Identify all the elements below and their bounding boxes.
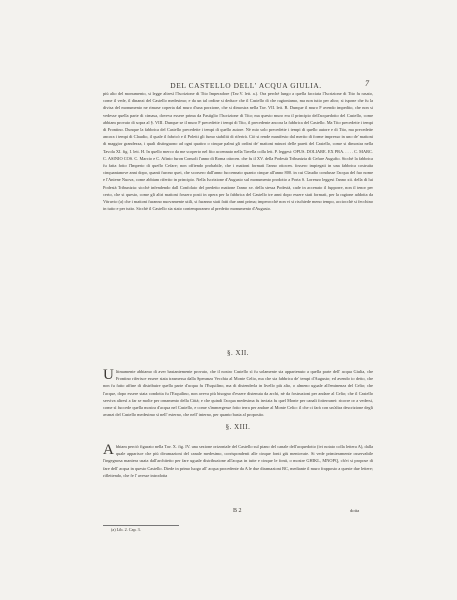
page-number: 7: [365, 79, 369, 88]
paragraph-2-text: ltimamente abbiamo di aver bastantemente provato, che il nostro Castello sì fu solamente sia appartenuto a quella parte dell' acqua Giulia, che Frontino riferisce essere stata trasmessa dalla Speranza Vecchia al Monte Celio, ma che sia fabbrica de' tempi d'Augusto; ed avendo io detto, che non fu fatto affine di distribuire quella parte d'acqua fu l'Esquilino, ma di distenderla in livello più alto, o almeno uguale all'eminenza del Celio; che l'acque, dopo essere stata condotta fu l'Esquilino, non aveva più bisogno d'essere distenuta da archi, nè da fostruzioni per andare al Celio; che il Castello serviva altresì a far se molte per ornamento della Città; e che quindi l'acqua medesima fu inviata fu quel Monte per canali fotterranei: ricorre or a vedersi, come sì fuccede quella mostra d'acqua nel Castello, e come s'immergesse fotto terra per andare al Monte Celio: il che ci farà con un'altra descrizione degli avanzi del Castello medesimo sì nell' esterno, che nell' interno, per quanto basta al proposito.: [103, 369, 373, 418]
signature-mark: B 2: [233, 508, 242, 514]
paragraph-3-text: bbiam perciò figurato nella Tav. X. fig. IV. una sezione orizontale del Castello sul piano del canale dell'acquedotto (ivi notato colla lettera A), dalla quale apparisce che più divamazioni del canale medesimo, corrispondenti alle cinque fonti giù mentovate. Si vede primieramente osservabile l'ingegnosa maniera usata dall'architetto per fare uguale distribuzione all'acqua in tutte e cinque le fonti, o mostre GHIKL, MNOPQ, ch'ei si propose di fare dell' acqua in questo Castello. Diede in primo luogo all' acqua procedente da A le due diramazioni BC, mediante il muro frapposto a queste due lettere; riflettendo, che fe l' avesse introdotta: [103, 444, 373, 478]
running-head: DEL CASTELLO DELL' ACQUA GIULIA.: [170, 81, 322, 90]
paragraph-2: [103, 368, 373, 418]
section-heading-13: §. XIII.: [225, 423, 251, 431]
section-heading-12: §. XII.: [227, 349, 249, 357]
paragraph-3: [103, 443, 373, 479]
drop-cap-letter: A: [103, 442, 114, 458]
footnote: (a) Lib. 2. Cap. 3.: [111, 527, 141, 532]
paragraph-1: più alto del monumento, si legge altresì l'Iscrizione di Tito Imperadore (Tav.V. lett. a.). Ora perchè lungo a quella facciata l'Iscrizione di Tito fu rasato, come il vede, il dinanzi del Castello medesimo; e da un tal ordine si deduce che il Castello di che ragioniamo, ma non tutto per altro; si ispone che fu la divisa del monumento ne rimase coperta dal muro d'una porzione, che si dimostra nella Tav. VII. lett. B. Dunque il muro F avendo impedito, che non si vedesse quella parte di cimasa, doveva essere prima da Fastiglio l'Iscrizione di Tito; ma questo muro era il principio dell'acquedotto del Castello, come abbiam provato di sopra al §. VIII. Dunque se il muro F precedette i tempi di Tito, il precedente ancora la fabbrica del Castello. Ma Tito precedette i tempi di Frontino. Dunque la fabbrica del Castello precedette i tempi di quello autore. Nè mio solo precedette i tempi di quello autore e di Tito, ma precedette ancora i tempi di Claudio, il quale il fabricò e il Poletti gli fumo stabiliti di riferirà. Ciò si rende manifesto dal merito di forme impresso in uno de' mattoni di maggior grandezza, i quali distinguono ad ogni quattro o cinque palmi gli ordini de' mattoni minori delle pareti del Castello, come si dimostra nella Tavola XI. fig. I. lett. H. In quello merco da me scoperto nel fito accennato nella Tavella colla lett. P. leggesi: OPUS. DOLIARE. EX PRA. . . . . C. MARC. C. ASINIO COS. C. Marcio e C. Afinio furon Consoli l'anno di Roma ottocen. che fu il XV. della Podestà Tribunizia di Cefare Augufto. Sicchè la fabbrica fu fatta fotto l'Imperio di queflo Cefare; non offiendo probabile, che i mattoni formati l'anno ottocen. fossero impiegati in una fabbrica costruita cinquantanove anni dopo, quanti furono quei, che scorsero dall'anno fuccennato quanto cinque all'anno 800. in cui Claudio condusse l'acqua del fuo nome e l'Aniene Nuova, come abbiam riferito in principio. Nella Iscrizione d'Augusto sul monumento prodotto a Porta S. Lorenzo leggesi l'anno xii. della di lui Podestà Tribunizia: sicchè infendendo dall Confolato del predetto mattone l'anno xv. della stessa Podestà, cade in accenato il fupporre, non il tenor per certo, che si questo, come gli altri mattoni fossero posti in opera per la fabbrica del Castello tre anni dopo essere stati formati, per la ragione addotta da Vitruvio (a) che i mattoni furanno nuovamente utili, si furanno stati fatti due anni prima; imperocchè non vi si rischiede meno tempo, acciocchè si fecchino in tutto e per tutto. Sicchè il Castello sia stato contemporaneo al predetto monumento d'Augusto.: [103, 91, 374, 212]
footnote-divider: [103, 525, 179, 526]
drop-cap-letter: U: [103, 367, 114, 383]
catchword: dotta: [350, 508, 360, 513]
